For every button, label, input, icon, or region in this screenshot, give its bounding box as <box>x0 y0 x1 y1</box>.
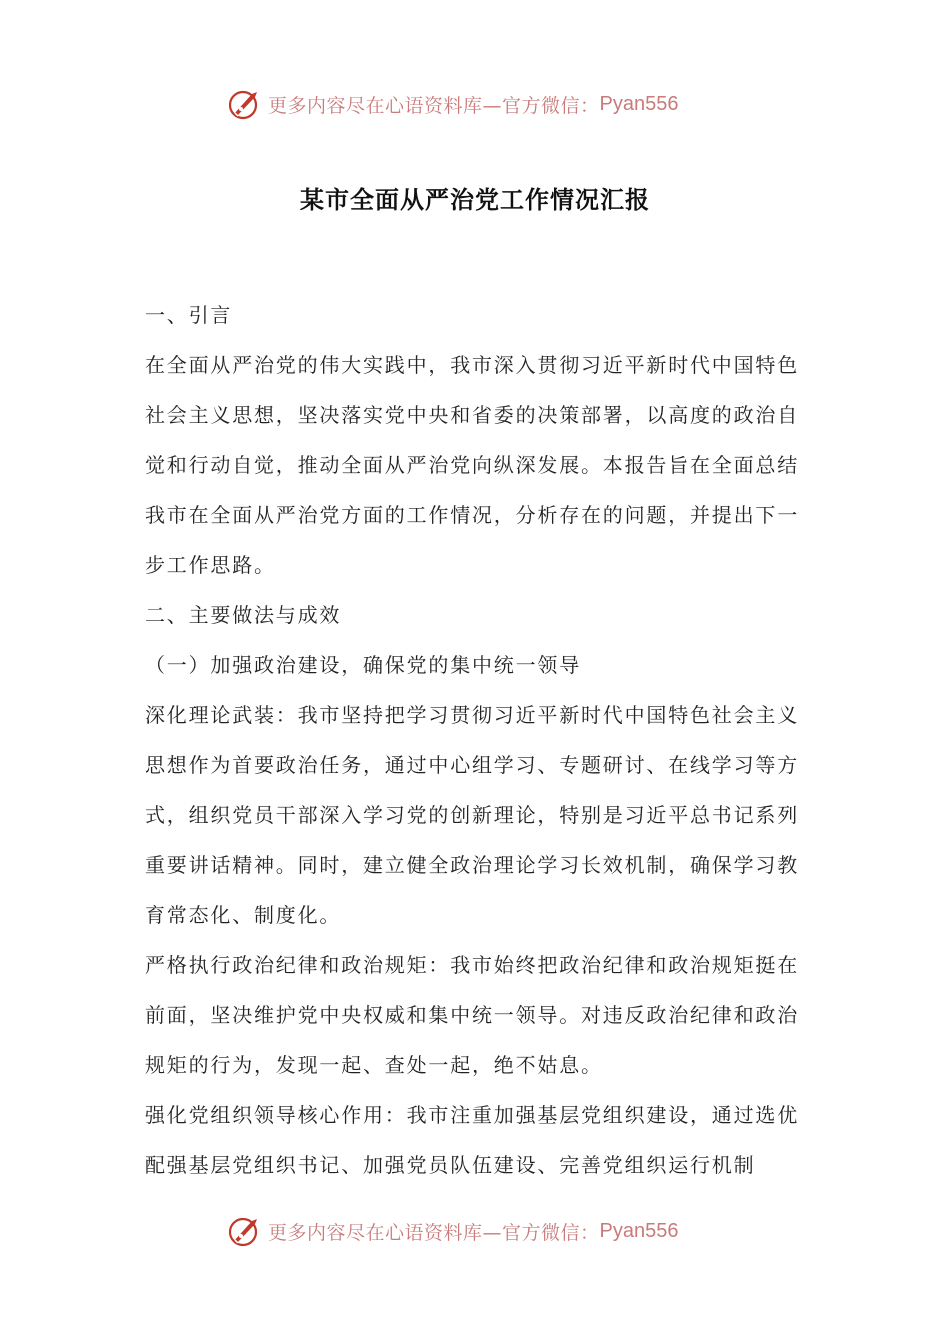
document-title: 某市全面从严治党工作情况汇报 <box>300 186 650 214</box>
watermark-header <box>226 84 678 124</box>
section-heading-practices: 二、主要做法与成效 <box>145 603 342 627</box>
watermark-text: 更多内容尽在心语资料库—官方微信： <box>268 1221 600 1244</box>
pen-logo-icon <box>226 1213 262 1249</box>
watermark-footer <box>226 1211 678 1251</box>
subsection-heading-political: （一）加强政治建设，确保党的集中统一领导 <box>145 653 581 677</box>
watermark-text: 更多内容尽在心语资料库—官方微信： <box>268 94 600 117</box>
paragraph-theory: 深化理论武装：我市坚持把学习贯彻习近平新时代中国特色社会主义思想作为首要政治任务，通过中心组学习、专题研讨、在线学习等方式，组织党员干部深入学习党的创新理论，特别是习近平总书记系列重要讲话精神。同时，建立健全政治理论学习长效机制，确保学习教育常态化、制度化。 <box>145 703 799 927</box>
section-heading-intro: 一、引言 <box>145 303 233 327</box>
paragraph-discipline: 严格执行政治纪律和政治规矩：我市始终把政治纪律和政治规矩挺在前面，坚决维护党中央权威和集中统一领导。对违反政治纪律和政治规矩的行为，发现一起、查处一起，绝不姑息。 <box>145 953 799 1077</box>
watermark-account: Pyan556 <box>599 1219 679 1242</box>
paragraph-organization: 强化党组织领导核心作用：我市注重加强基层党组织建设，通过选优配强基层党组织书记、加强党员队伍建设、完善党组织运行机制 <box>145 1103 799 1177</box>
watermark-account: Pyan556 <box>599 92 679 115</box>
paragraph-intro: 在全面从严治党的伟大实践中，我市深入贯彻习近平新时代中国特色社会主义思想，坚决落实党中央和省委的决策部署，以高度的政治自觉和行动自觉，推动全面从严治党向纵深发展。本报告旨在全面总结我市在全面从严治党方面的工作情况，分析存在的问题，并提出下一步工作思路。 <box>145 353 799 577</box>
document-body <box>145 290 805 1190</box>
pen-logo-icon <box>226 86 262 122</box>
